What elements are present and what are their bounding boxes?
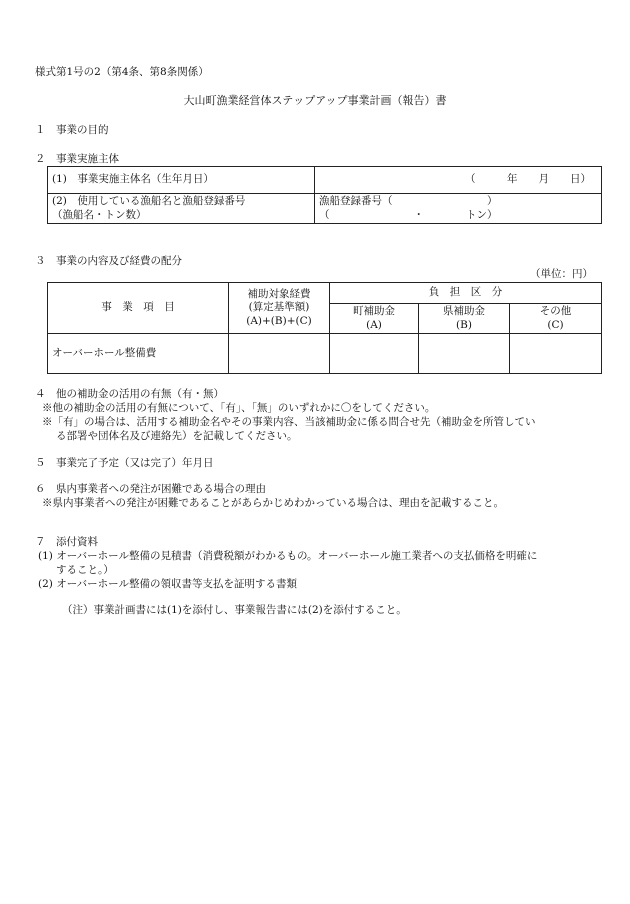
cell-other[interactable] (510, 334, 602, 374)
vessel-registration-field[interactable]: 漁船登録番号（ ） (319, 195, 498, 208)
col-town-subsidy-code: (A) (366, 318, 382, 331)
col-subsidy-target-line2: (算定基準額) (248, 301, 310, 314)
attachment-note: （注）事業計画書には(1)を添付し、事業報告書には(2)を添付すること。 (62, 604, 407, 616)
cell-pref-subsidy[interactable] (419, 334, 510, 374)
cell-subsidy-target[interactable] (229, 334, 330, 374)
col-subsidy-target-line1: 補助対象経費 (247, 288, 311, 301)
cell-town-subsidy[interactable] (330, 334, 419, 374)
section-4-heading: ４ 他の補助金の活用の有無（有・無） (35, 388, 224, 400)
section-4-note-2b: る部署や団体名及び連絡先）を記載してください。 (56, 430, 298, 442)
attachment-item-1b: すること。） (56, 564, 114, 576)
section-6-heading: ６ 県内事業者への発注が困難である場合の理由 (35, 483, 266, 495)
col-subsidy-target-line3: (A)+(B)+(C) (246, 314, 312, 327)
entity-name-label: (1) 事業実施主体名（生年月日） (48, 167, 315, 194)
section-7-heading: ７ 添付資料 (35, 536, 98, 548)
col-pref-subsidy-label: 県補助金 (443, 305, 485, 318)
section-2-heading: ２ 事業実施主体 (35, 153, 119, 165)
vessel-label (48, 194, 315, 224)
vessel-label-line1: (2) 使用している漁船名と漁船登録番号 (52, 195, 246, 208)
col-pref-subsidy-code: (B) (456, 318, 472, 331)
attachment-item-2: (2) オーバーホール整備の領収書等支払を証明する書類 (38, 578, 297, 590)
vessel-field[interactable] (315, 194, 602, 224)
row-overhaul-label: オーバーホール整備費 (48, 334, 229, 374)
expense-table (47, 282, 602, 374)
vessel-tonnage-field[interactable]: （ ・ トン） (319, 208, 498, 221)
col-other (510, 304, 602, 334)
vessel-label-line2: （漁船名・トン数） (52, 208, 147, 221)
col-subsidy-target (229, 283, 330, 334)
section-1-heading: １ 事業の目的 (35, 124, 109, 136)
section-5-heading: ５ 事業完了予定（又は完了）年月日 (35, 457, 214, 469)
section-4-note-2a: ※「有」の場合は、活用する補助金名やその事業内容、当該補助金に係る問合せ先（補助金を所管してい (42, 416, 536, 428)
form-label: 様式第1号の2（第4条、第8条関係） (35, 66, 209, 78)
section-4-note-1: ※他の補助金の活用の有無について、「有」、「無」のいずれかに〇をしてください。 (42, 402, 436, 414)
page-title: 大山町漁業経営体ステップアップ事業計画（報告）書 (183, 94, 447, 107)
attachment-item-1a: (1) オーバーホール整備の見積書（消費税額がわかるもの。オーバーホール施工業者への支払価格を明確に (38, 550, 538, 562)
col-other-code: (C) (547, 318, 564, 331)
entity-table (47, 166, 602, 224)
col-burden-division: 負 担 区 分 (330, 283, 602, 304)
col-other-label: その他 (539, 305, 572, 318)
section-6-note: ※県内事業者への発注が困難であることがあらかじめわかっている場合は、理由を記載すること。 (42, 497, 504, 509)
col-town-subsidy (330, 304, 419, 334)
col-town-subsidy-label: 町補助金 (353, 305, 395, 318)
col-business-item: 事 業 項 目 (48, 283, 229, 334)
col-pref-subsidy (419, 304, 510, 334)
unit-label: （単位：円） (530, 268, 593, 280)
birth-date-field[interactable]: （ 年 月 日） (315, 167, 602, 194)
section-3-heading: ３ 事業の内容及び経費の配分 (35, 255, 182, 267)
